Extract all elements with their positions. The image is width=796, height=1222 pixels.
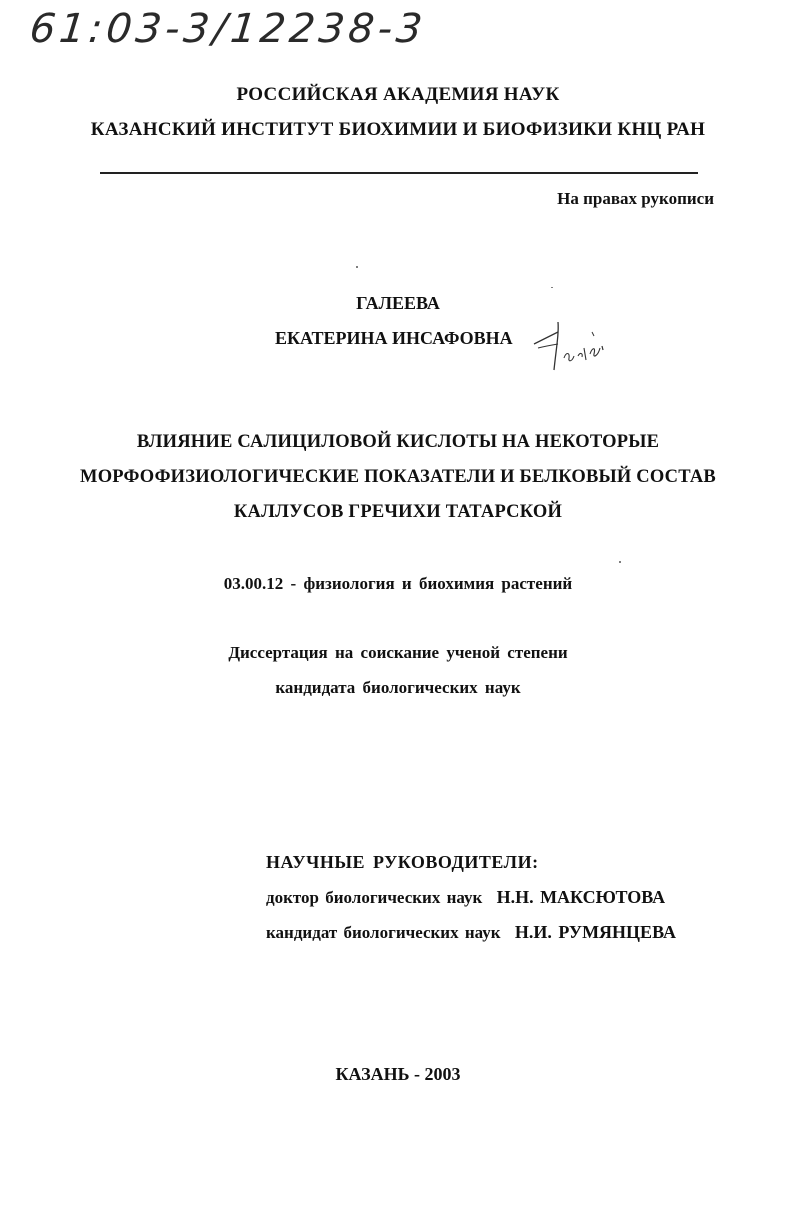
supervisor-row (266, 922, 676, 943)
dissertation-line-1: Диссертация на соискание ученой степени (228, 643, 568, 662)
supervisor-name: Н.Н. МАКСЮТОВА (496, 887, 666, 907)
header-divider (100, 172, 698, 174)
supervisor-degree: кандидат биологических наук (266, 923, 501, 942)
supervisor-name: Н.И. РУМЯНЦЕВА (514, 922, 676, 942)
scan-speck (356, 266, 358, 268)
city-year: КАЗАНЬ - 2003 (335, 1064, 461, 1084)
author-given-names: ЕКАТЕРИНА ИНСАФОВНА (275, 328, 513, 348)
manuscript-note: На правах рукописи (557, 189, 714, 208)
thesis-title-line-2: МОРФОФИЗИОЛОГИЧЕСКИЕ ПОКАЗАТЕЛИ И БЕЛКОВЫЙ СОСТАВ (80, 467, 716, 487)
organization-line-1: РОССИЙСКАЯ АКАДЕМИЯ НАУК (236, 84, 560, 105)
supervisors-heading: НАУЧНЫЕ РУКОВОДИТЕЛИ: (266, 852, 539, 872)
thesis-title-line-1: ВЛИЯНИЕ САЛИЦИЛОВОЙ КИСЛОТЫ НА НЕКОТОРЫЕ (136, 432, 660, 452)
organization-line-2: КАЗАНСКИЙ ИНСТИТУТ БИОХИМИИ И БИОФИЗИКИ КНЦ РАН (90, 119, 706, 140)
thesis-title-line-3: КАЛЛУСОВ ГРЕЧИХИ ТАТАРСКОЙ (233, 502, 563, 522)
supervisor-row (266, 887, 665, 908)
specialty-code: 03.00.12 - физиология и биохимия растений (223, 574, 573, 593)
signature-icon (528, 318, 628, 378)
archive-number: 61:03-3/12238-3 (27, 6, 429, 52)
supervisor-degree: доктор биологических наук (266, 888, 483, 907)
author-surname: ГАЛЕЕВА (356, 293, 440, 313)
scan-speck (551, 287, 553, 288)
scan-speck (619, 561, 621, 563)
dissertation-line-2: кандидата биологических наук (275, 678, 521, 697)
